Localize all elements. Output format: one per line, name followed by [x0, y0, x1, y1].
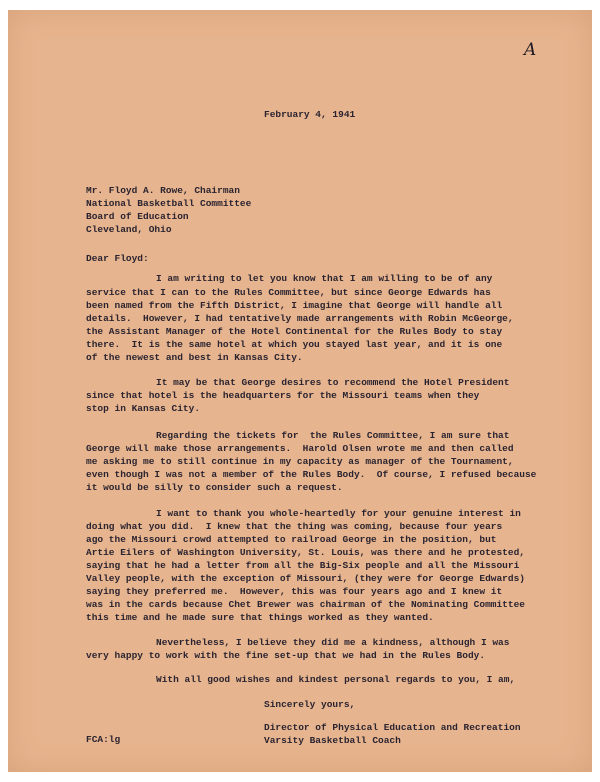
letter-page [8, 10, 592, 772]
body-line: been named from the Fifth District, I imagine that George will handle all [86, 300, 503, 311]
salutation: Dear Floyd: [86, 253, 149, 264]
body-line: stop in Kansas City. [86, 403, 201, 414]
signature-title-line: Director of Physical Education and Recreation [264, 722, 521, 733]
body-line: ago the Missouri crowd attempted to railroad George in the position, but [86, 534, 497, 545]
body-line: details. However, I had tentatively made arrangements with Robin McGeorge, [86, 313, 514, 324]
body-line: the Assistant Manager of the Hotel Continental for the Rules Body to stay [86, 326, 503, 337]
body-line: Artie Eilers of Washington University, St. Louis, was there and he protested, [86, 547, 525, 558]
body-line: since that hotel is the headquarters for the Missouri teams when they [86, 390, 480, 401]
body-line: me asking me to still continue in my capacity as manager of the Tournament, [86, 456, 514, 467]
recipient-line: Board of Education [86, 211, 189, 222]
body-line: George will make those arrangements. Harold Olsen wrote me and then called [86, 443, 514, 454]
body-line: I am writing to let you know that I am willing to be of any [156, 273, 493, 284]
initials: FCA:lg [86, 734, 121, 745]
body-line: of the newest and best in Kansas City. [86, 352, 303, 363]
recipient-line: Mr. Floyd A. Rowe, Chairman [86, 185, 240, 196]
recipient-line: Cleveland, Ohio [86, 224, 172, 235]
handwritten-annotation-mark: A [524, 40, 537, 60]
body-line: With all good wishes and kindest personal regards to you, I am, [156, 674, 516, 685]
body-line: service that I can to the Rules Committee, but since George Edwards has [86, 287, 491, 298]
body-line: It may be that George desires to recommend the Hotel President [156, 377, 510, 388]
body-line: Regarding the tickets for the Rules Committee, I am sure that [156, 430, 510, 441]
letter-date: February 4, 1941 [264, 109, 356, 120]
body-line: very happy to work with the fine set-up that we had in the Rules Body. [86, 650, 486, 661]
body-line: was in the cards because Chet Brewer was chairman of the Nominating Committee [86, 599, 525, 610]
body-line: even though I was not a member of the Rules Body. Of course, I refused because [86, 469, 537, 480]
body-line: saying they preferred me. However, this was four years ago and I knew it [86, 586, 503, 597]
recipient-line: National Basketball Committee [86, 198, 252, 209]
body-line: this time and he made sure that things worked as they wanted. [86, 612, 434, 623]
body-line: Nevertheless, I believe they did me a kindness, although I was [156, 637, 510, 648]
body-line: saying that he had a letter from all the Big-Six people and all the Missouri [86, 560, 520, 571]
body-line: I want to thank you whole-heartedly for your genuine interest in [156, 508, 521, 519]
signature-title-line: Varsity Basketball Coach [264, 735, 401, 746]
body-line: Valley people, with the exception of Missouri, (they were for George Edwards) [86, 573, 525, 584]
body-line: it would be silly to consider such a request. [86, 482, 343, 493]
closing: Sincerely yours, [264, 699, 356, 710]
body-line: doing what you did. I knew that the thing was coming, because four years [86, 521, 503, 532]
body-line: there. It is the same hotel at which you stayed last year, and it is one [86, 339, 503, 350]
